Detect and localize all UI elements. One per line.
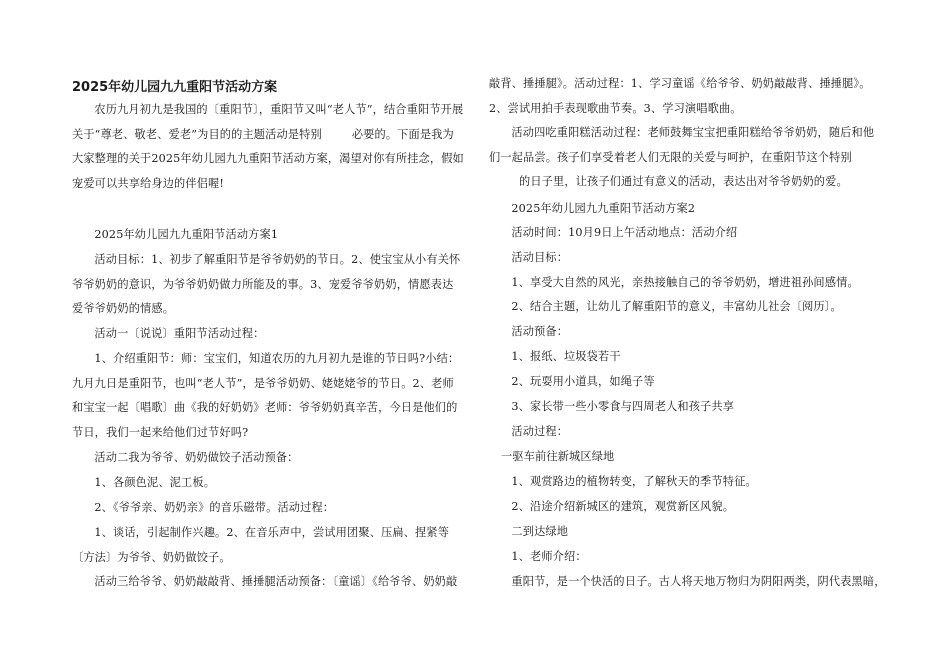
activity4-part-b: 的日子里，让孩子们通过有意义的活动，表达出对爷爷奶奶的爱。 bbox=[519, 175, 848, 188]
plan2-prep-heading: 活动预备： bbox=[511, 325, 569, 338]
plan2-prep-3: 3、家长带一些小零食与四周老人和孩子共享 bbox=[511, 400, 735, 413]
intro-part-b: 必要的。下面是我为大家整理的关于2025年幼儿园九九重阳节活动方案，渴望对你有所挂念，假如宠爱可以共享给身边的伴侣喔! bbox=[72, 127, 464, 190]
plan2-stage-2: 二到达绿地 bbox=[511, 525, 569, 538]
activity2-item-1: 1、各颜色泥、泥工板。 bbox=[94, 476, 216, 489]
plan2-stage2-item-1: 1、老师介绍： bbox=[511, 550, 587, 563]
plan2-stage1-item-1: 1、观赏路边的植物转变，了解秋天的季节特征。 bbox=[511, 475, 757, 488]
plan2-goal-2: 2、结合主题，让幼儿了解重阳节的意义，丰富幼儿社会〔阅历〕。 bbox=[511, 300, 842, 313]
intro-paragraph bbox=[72, 98, 464, 196]
document-title: 2025年幼儿园九九重阳节活动方案 bbox=[72, 80, 278, 95]
activity1-heading: 活动一〔说说〕重阳节活动过程： bbox=[94, 327, 265, 340]
intro-part-a: 农历九月初九是我国的〔重阳节〕，重阳节又叫“老人节”，结合重阳节开展关于“尊老、敬老、爱老”为目的的主题活动是特别 bbox=[72, 103, 464, 141]
activity3-start: 活动三给爷爷、奶奶敲敲背、捶捶腿活动预备：〔童谣〕《给爷爷、奶奶敲 bbox=[94, 575, 458, 588]
plan2-process-heading: 活动过程： bbox=[511, 425, 569, 438]
plan2-prep-2: 2、玩耍用小道具，如绳子等 bbox=[511, 375, 655, 388]
plan1-heading: 2025年幼儿园九九重阳节活动方案1 bbox=[94, 228, 279, 241]
activity4-part-a: 活动四吃重阳糕活动过程：老师鼓舞宝宝把重阳糕给爷爷奶奶，随后和他们一起品尝。孩子们享受着老人们无限的关爱与呵护，在重阳节这个特别 bbox=[489, 126, 875, 164]
plan2-goals-heading: 活动目标： bbox=[511, 251, 569, 264]
plan2-stage1-item-2: 2、沿途介绍新城区的建筑，观赏新区风貌。 bbox=[511, 500, 735, 513]
plan2-prep-1: 1、报纸、垃圾袋若干 bbox=[511, 350, 621, 363]
activity2-item-2: 2、《爷爷亲、奶奶亲》的音乐磁带。活动过程： bbox=[94, 501, 335, 514]
plan1-goals: 活动目标：1、初步了解重阳节是爷爷奶奶的节日。2、使宝宝从小有关怀爷爷奶奶的意识，为爷爷奶奶做力所能及的事。3、宠爱爷爷奶奶，情愿表达爱爷爷奶奶的情感。 bbox=[72, 253, 461, 315]
activity1-body: 1、介绍重阳节：师：宝宝们，知道农历的九月初九是谁的节日吗?小结：九月九日是重阳节，也叫“老人节”，是爷爷奶奶、姥姥姥爷的节日。2、老师和宝宝一起〔唱歌〕曲《我的好奶奶》老师：爷爷奶奶真辛苦，今日是他们的节日，我们一起来给他们过节好吗? bbox=[72, 352, 460, 439]
plan2-goal-1: 1、享受大自然的风光，亲热接触自己的爷爷奶奶，增进祖孙间感情。 bbox=[511, 276, 859, 289]
plan2-closing: 重阳节，是一个快活的日子。古人将天地万物归为阴阳两类，阴代表黑暗， bbox=[511, 575, 886, 588]
plan2-heading: 2025年幼儿园九九重阳节活动方案2 bbox=[511, 202, 696, 215]
activity3-continued: 敲背、捶捶腿》。活动过程：1、学习童谣《给爷爷、奶奶敲敲背、捶捶腿》。2、尝试用拍手表现歌曲节奏。3、学习演唱歌曲。 bbox=[489, 77, 871, 115]
activity2-body: 1、谈话，引起制作兴趣。2、在音乐声中，尝试用团聚、压扁、捏紧等〔方法〕为爷爷、奶奶做饺子。 bbox=[72, 526, 450, 564]
plan2-stage-1: 一驱车前往新城区绿地 bbox=[501, 450, 615, 463]
plan2-time-place: 活动时间：10月9日上午活动地点：活动介绍 bbox=[511, 226, 738, 239]
activity4-paragraph bbox=[489, 121, 881, 195]
activity2-heading: 活动二我为爷爷、奶奶做饺子活动预备： bbox=[94, 451, 299, 464]
